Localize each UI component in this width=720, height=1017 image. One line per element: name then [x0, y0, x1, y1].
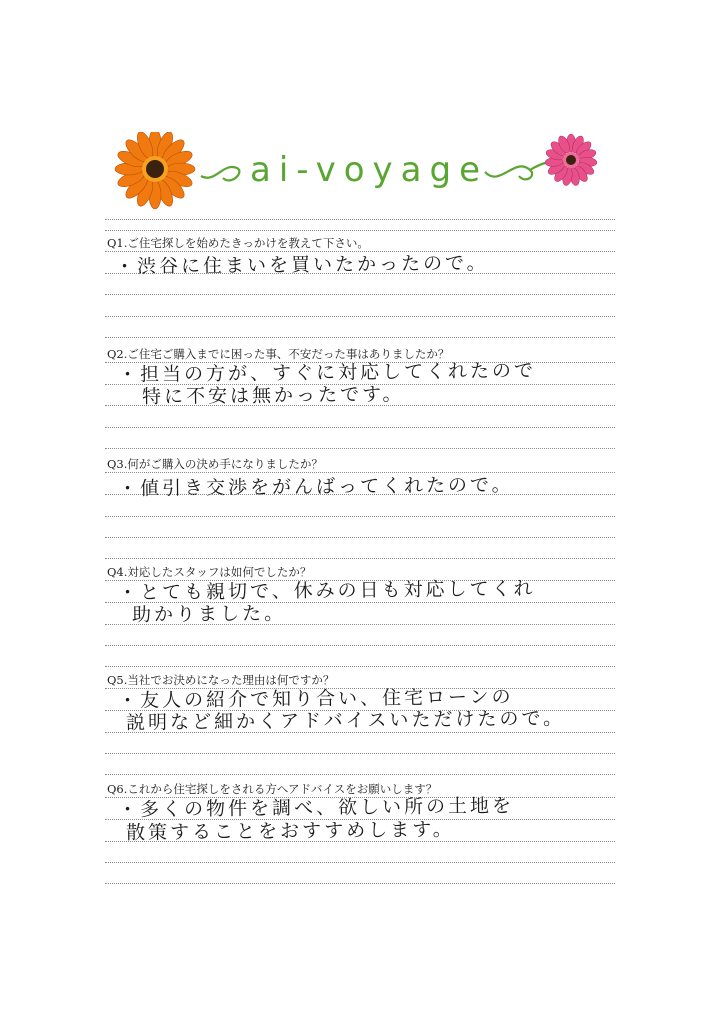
ruled-line	[105, 841, 615, 842]
answer-2-line-1: ・担当の方が、すぐに対応してくれたので	[117, 359, 537, 386]
ruled-line	[105, 883, 615, 884]
ruled-line	[105, 294, 615, 295]
ruled-line	[105, 537, 615, 538]
question-5-label: Q5.当社でお決めになった理由は何ですか？	[107, 673, 335, 687]
answer-6-line-2: 散策することをおすすめします。	[125, 818, 455, 844]
logo-text: ai-voyage	[250, 150, 489, 190]
ruled-line	[105, 732, 615, 733]
answer-5-line-1: ・友人の紹介で知り合い、住宅ローンの	[117, 685, 514, 712]
ruled-line	[105, 774, 615, 775]
orange-flower-icon	[115, 132, 195, 209]
ruled-line	[105, 753, 615, 754]
question-4-label: Q4.対応したスタッフは如何でしたか？	[107, 565, 312, 579]
pink-flower-icon	[545, 134, 598, 186]
question-3-label: Q3.何がご購入の決め手になりましたか？	[107, 457, 323, 471]
answer-4-line-1: ・とても親切で、休みの日も対応してくれ	[117, 577, 536, 604]
answer-6-line-1: ・多くの物件を調べ、欲しい所の土地を	[117, 794, 515, 821]
ruled-line	[105, 219, 615, 220]
ruled-line	[105, 516, 615, 517]
ruled-line	[105, 405, 615, 406]
ruled-line	[105, 645, 615, 646]
ruled-line	[105, 666, 615, 667]
question-1-label: Q1.ご住宅探しを始めたきっかけを教えて下さい。	[107, 236, 369, 250]
ruled-line	[105, 427, 615, 428]
ruled-line	[105, 448, 615, 449]
ruled-line	[105, 624, 615, 625]
ruled-line	[105, 862, 615, 863]
ruled-line	[105, 316, 615, 317]
question-6-label: Q6.これから住宅探しをされる方へアドバイスをお願いします？	[107, 782, 438, 796]
answer-2-line-2: 特に不安は無かったです。	[141, 383, 405, 408]
answer-1-line-1: ・渋谷に住まいを買いたかったので。	[114, 252, 489, 278]
ruled-line	[105, 273, 615, 274]
ruled-line	[105, 230, 615, 231]
question-2-label: Q2.ご住宅ご購入までに困った事、不安だった事はありましたか？	[107, 347, 450, 361]
ruled-line	[105, 337, 615, 338]
answer-3-line-1: ・値引き交渉をがんばってくれたので。	[117, 473, 514, 500]
answer-5-line-2: 説明など細かくアドバイスいただけたので。	[125, 707, 566, 734]
ruled-line	[105, 558, 615, 559]
ruled-line	[105, 494, 615, 495]
answer-4-line-2: 助かりました。	[131, 602, 287, 626]
